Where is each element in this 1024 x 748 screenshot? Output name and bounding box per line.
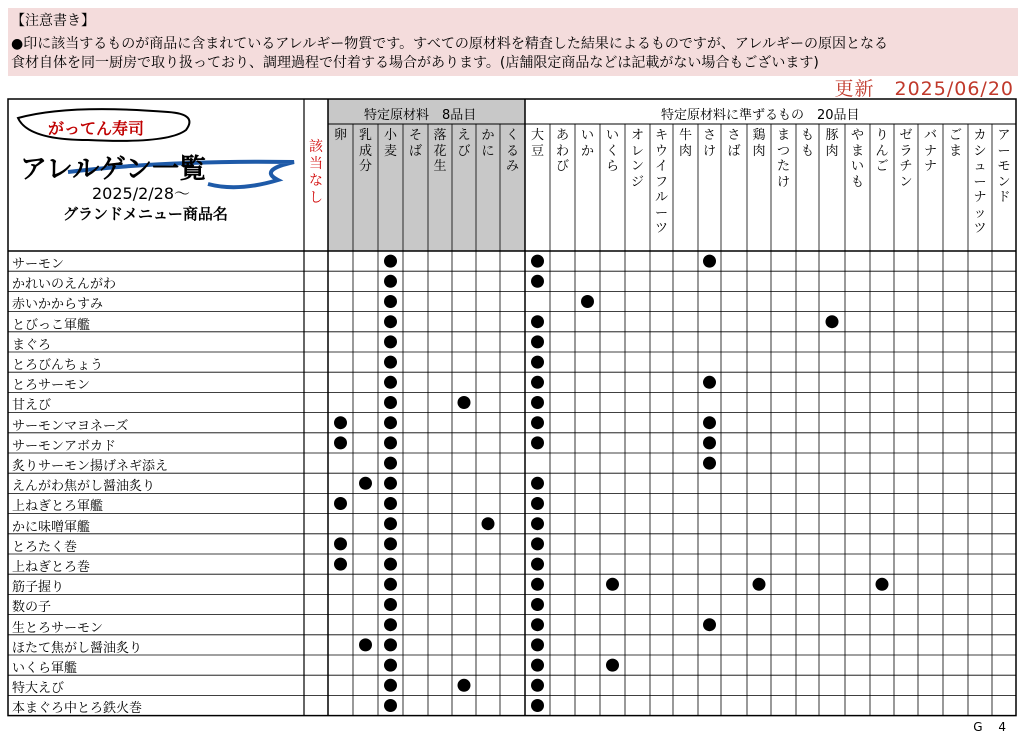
allergen-mark (531, 578, 544, 591)
column-header: さば (727, 128, 741, 159)
allergen-mark (384, 679, 397, 692)
allergen-mark (384, 558, 397, 571)
allergen-mark (531, 255, 544, 268)
allergen-mark (384, 396, 397, 409)
item-name: 赤いかからすみ (12, 297, 104, 313)
allergen-mark (384, 598, 397, 611)
allergen-mark (334, 558, 347, 571)
allergen-mark (458, 396, 471, 409)
item-name: 生とろサーモン (12, 620, 104, 636)
item-name: いくら軍艦 (12, 661, 78, 676)
logo-subtitle: グランドメニュー商品名 (63, 205, 228, 223)
item-name: 炙りサーモン揚げネギ添え (12, 459, 169, 474)
allergen-mark (384, 659, 397, 672)
allergen-mark (703, 436, 716, 449)
column-header: もも (800, 128, 814, 159)
allergen-mark (384, 255, 397, 268)
allergen-mark (384, 457, 397, 470)
column-header: 鶏肉 (752, 128, 766, 159)
item-name: かに味噌軍艦 (12, 519, 91, 535)
allergen-mark (531, 396, 544, 409)
column-header: さけ (702, 128, 716, 159)
column-header: まつたけ (776, 128, 790, 190)
logo-date: 2025/2/28～ (92, 184, 191, 203)
allergen-mark (581, 295, 594, 308)
allergen-mark (384, 497, 397, 510)
allergen-mark (531, 537, 544, 550)
item-name: まぐろ (12, 337, 52, 353)
column-header: いくら (605, 128, 619, 174)
logo-title: アレルゲン一覧 (20, 154, 207, 185)
notice-heading: 【注意書き】 (11, 13, 95, 29)
item-name: とろたく巻 (12, 539, 78, 555)
column-header: いか (580, 128, 594, 159)
allergen-mark (531, 315, 544, 328)
allergen-mark (531, 679, 544, 692)
item-name: 甘えび (12, 398, 52, 414)
allergen-mark (531, 638, 544, 651)
allergen-mark (384, 376, 397, 389)
item-name: サーモンマヨネーズ (12, 418, 129, 434)
allergen-mark (753, 578, 766, 591)
column-header: カシューナッツ (973, 128, 987, 236)
column-header: 大豆 (530, 128, 544, 159)
column-header: バナナ (923, 128, 937, 174)
allergen-mark (703, 457, 716, 470)
column-header: くるみ (505, 128, 519, 174)
allergen-mark (826, 315, 839, 328)
allergen-mark (482, 517, 495, 530)
column-header: ごま (948, 128, 962, 159)
allergen-mark (458, 679, 471, 692)
allergen-mark (531, 558, 544, 571)
column-header: アーモンド (997, 128, 1011, 205)
allergen-mark (531, 517, 544, 530)
allergen-mark (334, 537, 347, 550)
allergen-mark (531, 497, 544, 510)
item-name: 数の子 (12, 600, 52, 616)
allergen-mark (531, 416, 544, 429)
allergen-mark (531, 335, 544, 348)
item-name: 特大えび (12, 681, 65, 697)
column-header: えび (457, 128, 471, 159)
column-header: あわび (555, 128, 569, 174)
allergen-mark (384, 416, 397, 429)
column-header: そば (408, 128, 422, 159)
notice-line-1: ●印に該当するものが商品に含まれているアレルギー物質です。すべての原材料を精査した結果によるものですが、アレルギーの原因となる (11, 36, 888, 52)
column-header: 小麦 (383, 128, 397, 159)
allergen-mark (703, 376, 716, 389)
item-name: とろサーモン (12, 378, 91, 394)
allergen-mark (384, 517, 397, 530)
group-header-equivalent: 特定原材料に準ずるもの 20品目 (661, 108, 860, 123)
allergen-mark (384, 578, 397, 591)
allergen-mark (384, 618, 397, 631)
allergen-mark (334, 497, 347, 510)
allergen-mark (531, 376, 544, 389)
allergen-mark (606, 578, 619, 591)
column-header: 牛肉 (678, 128, 692, 159)
column-header: 落花生 (433, 128, 447, 174)
allergen-mark (384, 335, 397, 348)
item-name: 上ねぎとろ軍艦 (12, 499, 104, 515)
logo-brand: がってん寿司 (48, 119, 145, 138)
allergen-mark (606, 659, 619, 672)
update-date: 更新 2025/06/20 (834, 78, 1014, 100)
page-number: G 4 (973, 720, 1012, 734)
allergen-mark (384, 537, 397, 550)
allergen-mark (531, 618, 544, 631)
column-header: りんご (875, 128, 889, 174)
group-header-specific: 特定原材料 8品目 (364, 108, 477, 123)
allergen-mark (384, 315, 397, 328)
item-name: とびっこ軍艦 (12, 317, 91, 333)
none-header: 該当なし (309, 139, 323, 206)
allergen-mark (531, 699, 544, 712)
allergen-mark (531, 356, 544, 369)
allergen-mark (531, 659, 544, 672)
item-name: とろびんちょう (12, 358, 104, 373)
column-header: キウイフルーツ (654, 128, 668, 236)
column-header: 卵 (333, 128, 347, 143)
item-name: 筋子握り (12, 580, 65, 596)
item-name: ほたて焦がし醤油炙り (12, 640, 143, 656)
allergen-mark (384, 638, 397, 651)
allergen-mark (384, 295, 397, 308)
item-name: サーモンアボカド (12, 438, 117, 454)
item-name: えんがわ焦がし醤油炙り (12, 479, 156, 495)
allergen-mark (384, 477, 397, 490)
column-header: やまいも (850, 128, 864, 190)
column-header: 豚肉 (825, 128, 839, 159)
item-name: 上ねぎとろ巻 (12, 560, 91, 575)
allergen-mark (384, 699, 397, 712)
item-name: かれいのえんがわ (12, 277, 117, 293)
allergen-mark (703, 618, 716, 631)
allergen-mark (384, 275, 397, 288)
item-name: サーモン (12, 257, 65, 272)
allergen-mark (334, 436, 347, 449)
allergen-mark (531, 477, 544, 490)
allergen-mark (359, 477, 372, 490)
item-name: 本まぐろ中とろ鉄火巻 (12, 701, 143, 717)
column-header: オレンジ (630, 128, 644, 190)
allergen-mark (531, 436, 544, 449)
column-header: かに (481, 128, 495, 159)
column-header: 乳成分 (358, 128, 372, 174)
allergen-mark (703, 255, 716, 268)
allergen-mark (384, 356, 397, 369)
allergen-mark (334, 416, 347, 429)
allergen-mark (531, 275, 544, 288)
allergen-mark (703, 416, 716, 429)
allergen-mark (876, 578, 889, 591)
allergen-mark (531, 598, 544, 611)
notice-line-2: 食材自体を同一厨房で取り扱っており、調理過程で付着する場合があります。(店舗限定商品などは記載がない場合もございます) (11, 55, 819, 71)
column-header: ゼラチン (899, 128, 913, 190)
allergen-mark (359, 638, 372, 651)
allergen-mark (384, 436, 397, 449)
